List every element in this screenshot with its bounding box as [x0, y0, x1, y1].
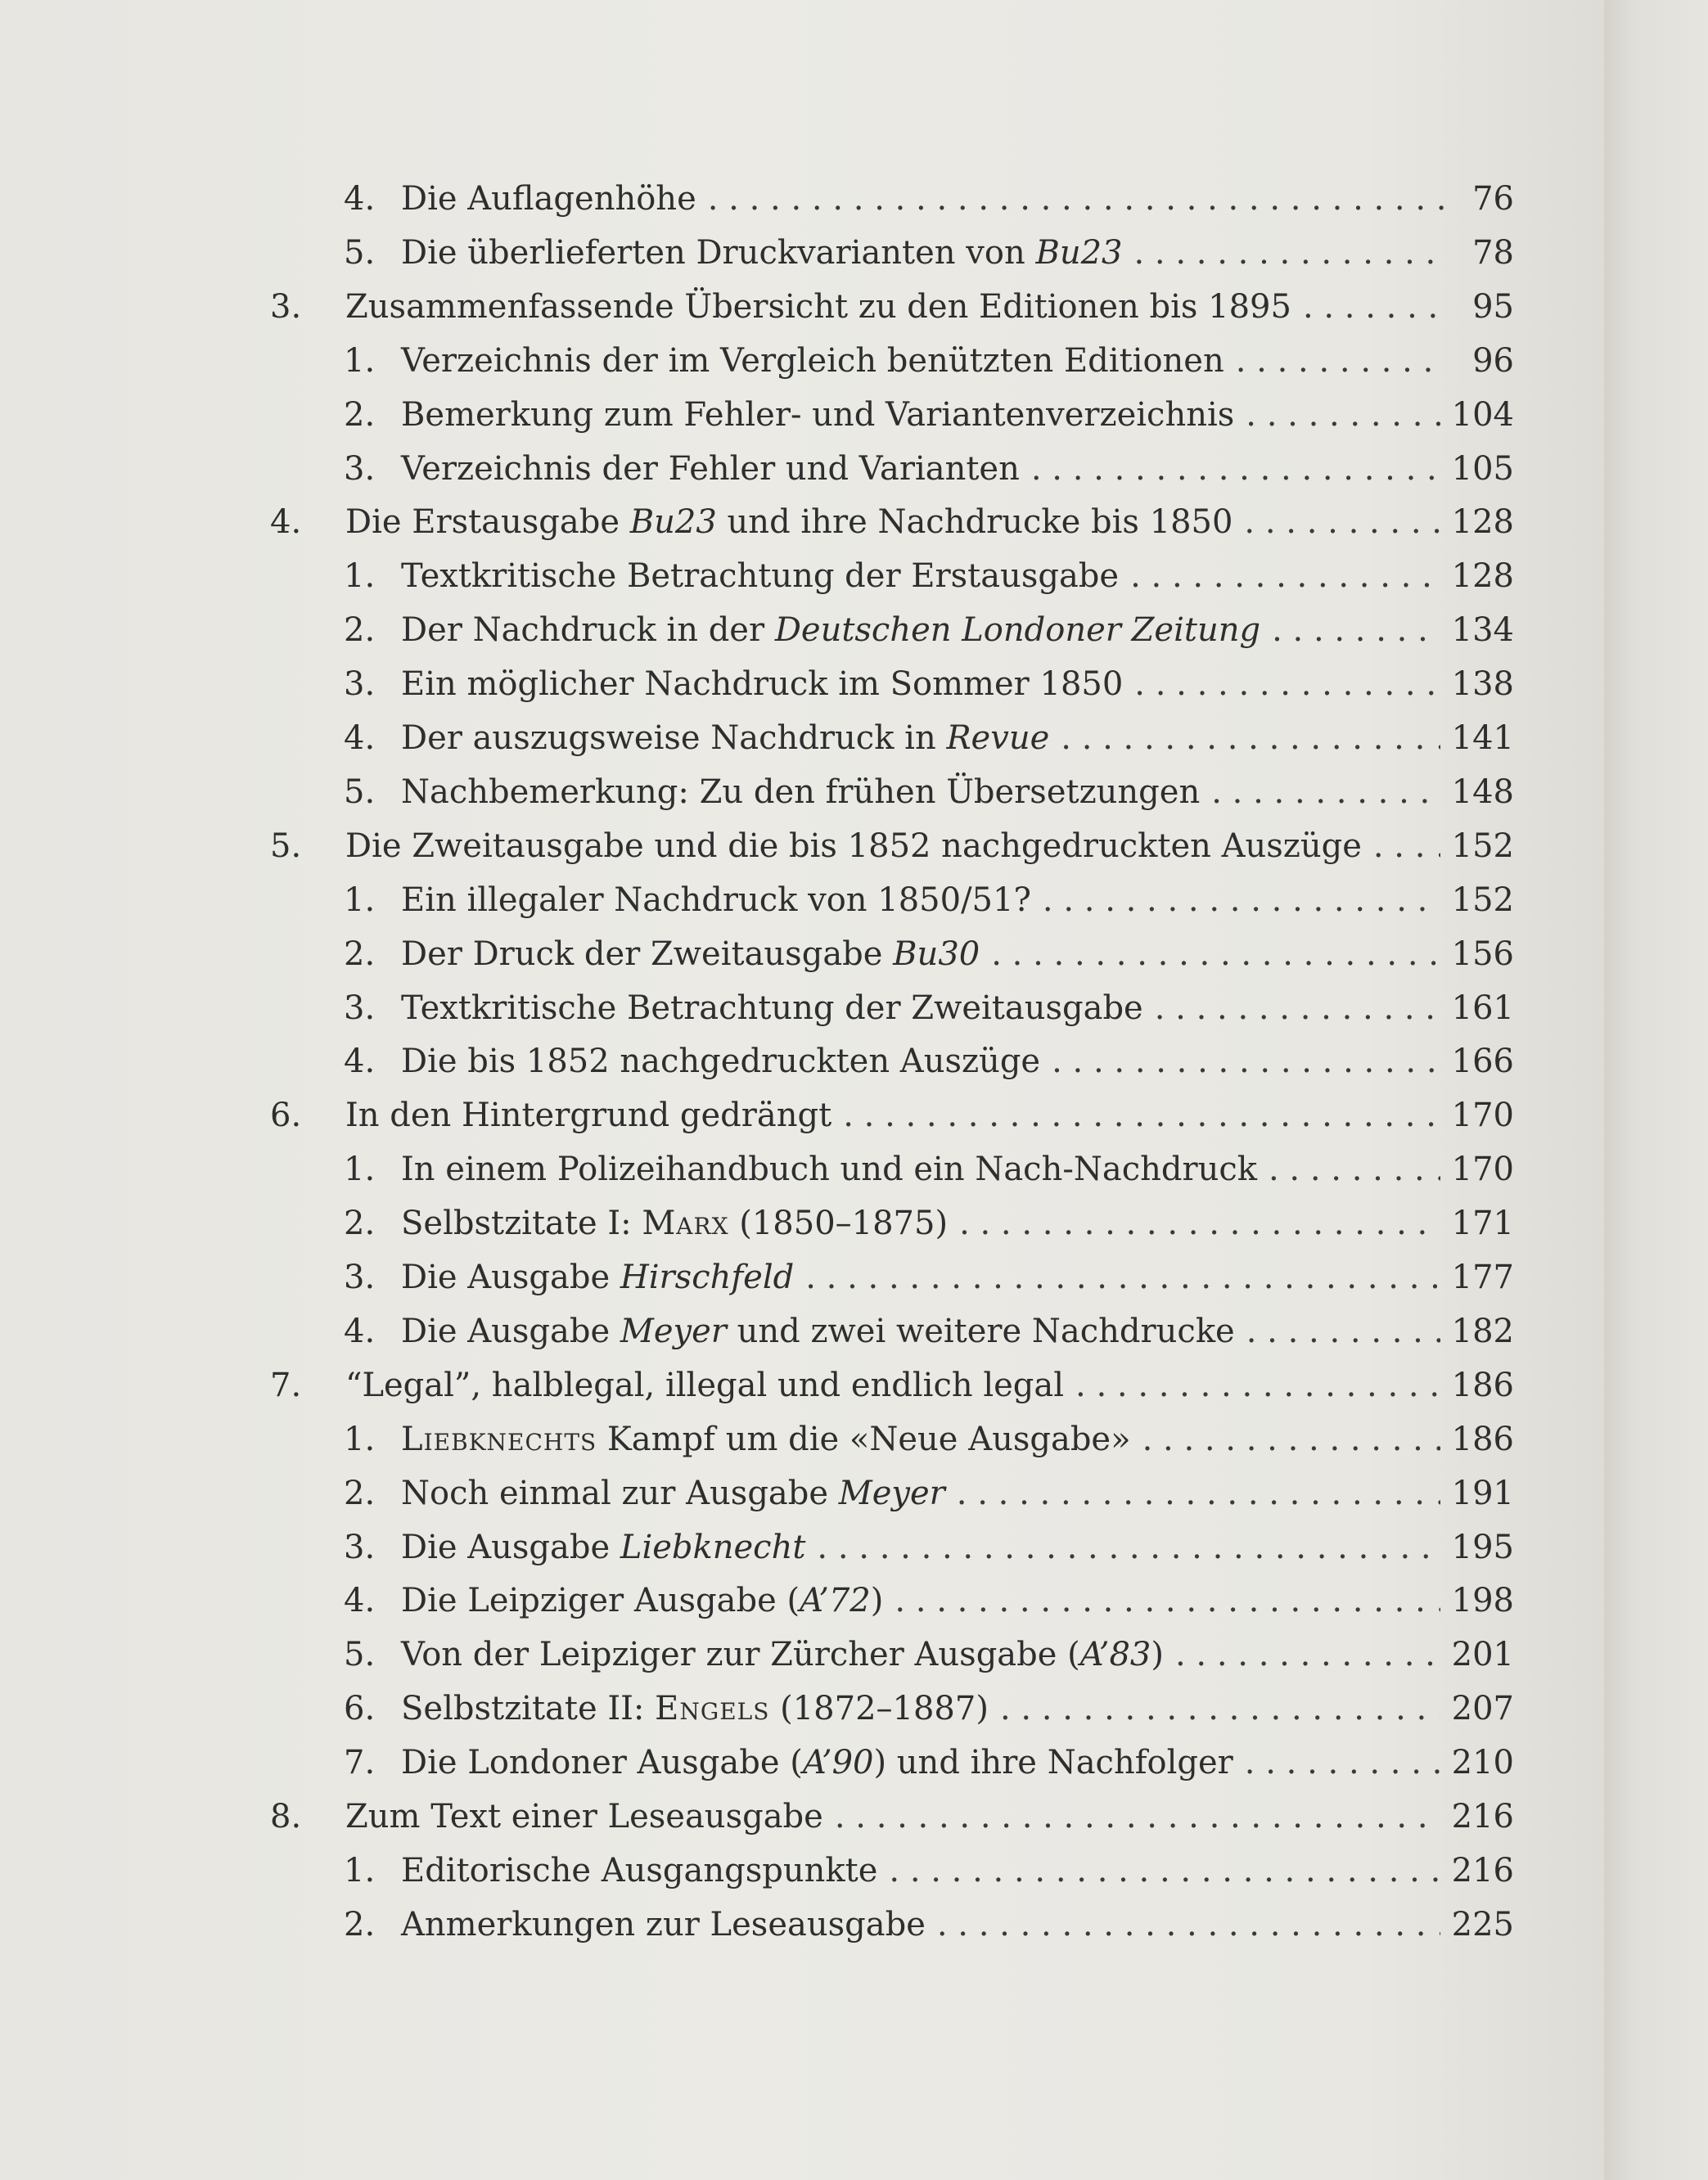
toc-leader-dots	[1373, 822, 1440, 871]
toc-entry-number: 2.	[344, 611, 376, 650]
toc-entry-title: Anmerkungen zur Leseausgabe	[401, 1905, 926, 1944]
toc-page-number: 182	[1451, 1312, 1514, 1350]
toc-page-number: 201	[1451, 1636, 1514, 1674]
toc-leader-dots	[1211, 768, 1440, 817]
toc-entry-title-part: Die Ausgabe	[401, 1528, 620, 1566]
toc-entry-title: Zusammenfassende Übersicht zu den Editionen bis 1895	[345, 287, 1291, 326]
toc-leader-dots	[1031, 444, 1440, 493]
toc-entry-number: 1.	[344, 1151, 376, 1189]
toc-entry-title: Die bis 1852 nachgedruckten Auszüge	[401, 1043, 1041, 1081]
toc-leader-dots	[937, 1900, 1440, 1949]
toc-entry-title-part: Bu23	[1035, 233, 1123, 272]
toc-entry-number: 5.	[270, 827, 302, 865]
toc-page-number: 134	[1451, 611, 1514, 650]
toc-entry-number: 1.	[344, 341, 376, 380]
toc-entry-title	[401, 1630, 1164, 1679]
toc-entry-title-part: Selbstzitate II:	[401, 1690, 656, 1728]
toc-entry-title	[401, 1199, 948, 1248]
toc-entry-number: 7.	[344, 1744, 376, 1782]
toc-entry-title-part: Meyer	[620, 1312, 727, 1350]
toc-page-number: 170	[1451, 1097, 1514, 1135]
toc-entry-title: In einem Polizeihandbuch und ein Nach-Nachdruck	[401, 1151, 1257, 1189]
toc-page-number: 225	[1451, 1905, 1514, 1944]
toc-entry	[344, 1523, 1514, 1572]
toc-entry-title	[401, 228, 1123, 277]
toc-entry	[344, 390, 1514, 439]
toc-entry-title: Editorische Ausgangspunkte	[401, 1851, 878, 1889]
toc-entry-number: 4.	[344, 719, 376, 757]
toc-entry-number: 2.	[344, 1474, 376, 1512]
toc-leader-dots	[1134, 228, 1446, 277]
toc-entry-number: 6.	[344, 1690, 376, 1728]
toc-entry-title-part: Noch einmal zur Ausgabe	[401, 1474, 839, 1512]
toc-page-number: 156	[1451, 935, 1514, 973]
toc-leader-dots	[889, 1846, 1440, 1895]
toc-entry	[344, 930, 1514, 979]
toc-page-number: 104	[1451, 395, 1514, 434]
toc-page-number: 128	[1451, 557, 1514, 596]
toc-entry	[344, 1307, 1514, 1356]
toc-entry-title: Nachbemerkung: Zu den frühen Übersetzungen	[401, 772, 1201, 811]
toc-entry-title: Textkritische Betrachtung der Zweitausgabe	[401, 989, 1143, 1027]
toc-leader-dots	[1130, 552, 1440, 601]
toc-page-number: 186	[1451, 1366, 1514, 1404]
toc-entry-number: 4.	[344, 1043, 376, 1081]
toc-page-number: 148	[1451, 772, 1514, 811]
toc-entry-title-part: Bu30	[893, 935, 980, 973]
toc-page-number: 138	[1451, 665, 1514, 704]
toc-page-number: 141	[1451, 719, 1514, 757]
toc-entry-title-part: Der Druck der Zweitausgabe	[401, 935, 894, 973]
toc-entry-number: 4.	[270, 503, 302, 542]
toc-entry	[344, 174, 1514, 223]
toc-entry	[344, 606, 1514, 655]
toc-page-number: 170	[1451, 1151, 1514, 1189]
toc-entry	[344, 768, 1514, 817]
toc-leader-dots	[957, 1469, 1440, 1518]
toc-page-number: 216	[1451, 1851, 1514, 1889]
toc-entry-title-part: Die Londoner Ausgabe (	[401, 1744, 803, 1782]
toc-entry-title-part: Kampf um die «Neue Ausgabe»	[597, 1420, 1131, 1458]
toc-entry-title: Verzeichnis der Fehler und Varianten	[401, 449, 1020, 488]
toc-leader-dots	[805, 1253, 1440, 1302]
toc-entry	[344, 1037, 1514, 1086]
toc-leader-dots	[1142, 1415, 1440, 1464]
toc-entry	[344, 1469, 1514, 1518]
toc-entry-title	[401, 714, 1049, 763]
toc-leader-dots	[1000, 1684, 1440, 1733]
toc-entry	[344, 1846, 1514, 1895]
toc-leader-dots	[959, 1199, 1440, 1248]
toc-entry-title: Ein möglicher Nachdruck im Sommer 1850	[401, 665, 1124, 704]
toc-page-number: 207	[1451, 1690, 1514, 1728]
toc-entry-title: Verzeichnis der im Vergleich benützten Editionen	[401, 341, 1224, 380]
toc-leader-dots	[1175, 1630, 1440, 1679]
toc-entry	[270, 498, 1514, 547]
toc-leader-dots	[708, 174, 1445, 223]
toc-entry-number: 2.	[344, 935, 376, 973]
toc-entry-number: 4.	[344, 1312, 376, 1350]
toc-page-number: 198	[1451, 1582, 1514, 1620]
toc-entry-title-part: Bu23	[629, 503, 717, 542]
toc-entry	[344, 714, 1514, 763]
toc-page-number: 161	[1451, 989, 1514, 1027]
toc-leader-dots	[1246, 390, 1440, 439]
toc-page-number: 216	[1451, 1798, 1514, 1835]
toc-entry-title-part: A’90	[802, 1744, 874, 1782]
toc-entry-number: 1.	[344, 881, 376, 919]
toc-entry-number: 4.	[344, 1582, 376, 1620]
toc-entry-title-part: Von der Leipziger zur Zürcher Ausgabe (	[401, 1636, 1080, 1674]
toc-entry-title	[401, 1469, 945, 1518]
toc-entry	[344, 552, 1514, 601]
toc-entry-number: 7.	[270, 1366, 302, 1404]
toc-page-number: 210	[1451, 1744, 1514, 1782]
toc-entry-number: 5.	[344, 772, 376, 811]
toc-entry-title: Zum Text einer Leseausgabe	[345, 1798, 823, 1835]
toc-entry-title-part: )	[1151, 1636, 1164, 1674]
toc-entry-title-part: Deutschen Londoner Zeitung	[774, 611, 1261, 650]
toc-page-number: 152	[1451, 881, 1514, 919]
toc-leader-dots	[1061, 714, 1440, 763]
toc-entry-number: 3.	[344, 665, 376, 704]
toc-entry-title-part: A’83	[1079, 1636, 1151, 1674]
page-edge-shadow	[1604, 0, 1708, 2180]
toc-entry-title-part: )	[870, 1582, 884, 1620]
toc-entry	[344, 1738, 1514, 1787]
toc-entry-number: 3.	[344, 1259, 376, 1296]
toc-leader-dots	[1272, 606, 1440, 655]
toc-entry-title-part: Liebknecht	[620, 1528, 806, 1566]
toc-entry-title: Die Zweitausgabe und die bis 1852 nachgedruckten Auszüge	[345, 827, 1362, 865]
toc-entry-title: “Legal”, halblegal, illegal und endlich legal	[345, 1366, 1065, 1404]
toc-entry-number: 8.	[270, 1798, 302, 1835]
toc-page-number: 191	[1451, 1474, 1514, 1512]
toc-entry-title-part: und ihre Nachdrucke bis 1850	[716, 503, 1233, 542]
toc-leader-dots	[1244, 498, 1440, 547]
toc-entry-title-part: Die Erstausgabe	[345, 503, 630, 542]
toc-page-number: 171	[1451, 1205, 1514, 1243]
toc-entry-number: 4.	[344, 180, 376, 218]
toc-entry	[344, 1415, 1514, 1464]
toc-entry	[270, 1361, 1514, 1410]
toc-entry-title-part: Revue	[946, 719, 1050, 757]
toc-leader-dots	[1052, 1037, 1440, 1086]
toc-entry	[344, 984, 1514, 1033]
toc-entry-title-part: Engels	[655, 1690, 770, 1728]
toc-leader-dots	[1043, 876, 1440, 925]
toc-leader-dots	[835, 1792, 1440, 1841]
toc-entry-number: 6.	[270, 1097, 302, 1135]
toc-page-number: 195	[1451, 1528, 1514, 1566]
toc-leader-dots	[1155, 984, 1440, 1033]
toc-entry-title-part: Meyer	[838, 1474, 945, 1512]
toc-entry	[344, 1684, 1514, 1733]
toc-page-number: 96	[1472, 341, 1514, 380]
toc-leader-dots	[817, 1523, 1440, 1572]
toc-entry-title: Bemerkung zum Fehler- und Variantenverzeichnis	[401, 395, 1235, 434]
toc-entry-title: Die Auflagenhöhe	[401, 180, 696, 218]
toc-page-number: 105	[1451, 449, 1514, 488]
toc-entry-number: 2.	[344, 395, 376, 434]
toc-entry	[344, 228, 1514, 277]
toc-page-number: 166	[1451, 1043, 1514, 1081]
toc-entry	[270, 282, 1514, 331]
toc-entry-title-part: Die Leipziger Ausgabe (	[401, 1582, 800, 1620]
toc-entry-title-part: Der Nachdruck in der	[401, 611, 775, 650]
toc-entry-number: 2.	[344, 1905, 376, 1944]
toc-entry-title	[401, 930, 980, 979]
toc-entry-title	[401, 1576, 883, 1625]
toc-entry-number: 5.	[344, 1636, 376, 1674]
toc-page-number: 186	[1451, 1420, 1514, 1458]
toc-leader-dots	[1303, 282, 1445, 331]
toc-entry-title-part: A’72	[800, 1582, 871, 1620]
toc-entry	[344, 1199, 1514, 1248]
toc-entry-number: 1.	[344, 1851, 376, 1889]
toc-entry-number: 1.	[344, 557, 376, 596]
toc-page-number: 177	[1451, 1259, 1514, 1296]
toc-entry-number: 3.	[344, 989, 376, 1027]
toc-page-number: 152	[1451, 827, 1514, 865]
toc-entry-number: 1.	[344, 1420, 376, 1458]
toc-entry-title	[401, 1253, 794, 1302]
toc-entry-number: 5.	[344, 233, 376, 272]
toc-leader-dots	[1134, 660, 1440, 709]
toc-entry-title: In den Hintergrund gedrängt	[345, 1097, 832, 1135]
toc-entry-title	[401, 1738, 1233, 1787]
toc-entry-title	[401, 606, 1260, 655]
toc-leader-dots	[1075, 1361, 1440, 1410]
toc-entry	[270, 1792, 1514, 1841]
toc-entry-title	[401, 1523, 805, 1572]
toc-entry	[344, 1253, 1514, 1302]
toc-entry	[270, 1091, 1514, 1140]
toc-page-number: 95	[1472, 287, 1514, 326]
toc-entry-number: 3.	[344, 449, 376, 488]
toc-entry-number: 3.	[344, 1528, 376, 1566]
toc-entry	[344, 1576, 1514, 1625]
toc-entry-title-part: Hirschfeld	[620, 1259, 795, 1296]
toc-entry	[344, 336, 1514, 385]
toc-leader-dots	[1236, 336, 1445, 385]
toc-entry-number: 2.	[344, 1205, 376, 1243]
toc-page-number: 128	[1451, 503, 1514, 542]
toc-entry-title-part: Die Ausgabe	[401, 1312, 620, 1350]
toc-leader-dots	[1246, 1307, 1440, 1356]
toc-entry-title-part: und zwei weitere Nachdrucke	[726, 1312, 1235, 1350]
toc-entry-title	[401, 1415, 1131, 1464]
toc-entry-title-part: Marx	[642, 1205, 729, 1243]
toc-entry-title-part: Der auszugsweise Nachdruck in	[401, 719, 947, 757]
toc-entry-title-part: Die Ausgabe	[401, 1259, 620, 1296]
toc-entry-title	[401, 1307, 1235, 1356]
toc-leader-dots	[1269, 1145, 1440, 1194]
toc-page-number: 78	[1472, 233, 1514, 272]
toc-page-number: 76	[1472, 180, 1514, 218]
toc-entry-title-part: Selbstzitate I:	[401, 1205, 642, 1243]
toc-leader-dots	[991, 930, 1440, 979]
toc-entry-title-part: (1872–1887)	[769, 1690, 989, 1728]
toc-entry-title-part: Liebknechts	[401, 1420, 597, 1458]
toc-leader-dots	[843, 1091, 1440, 1140]
toc-entry-title	[401, 1684, 989, 1733]
toc-leader-dots	[1245, 1738, 1440, 1787]
toc-entry-title	[345, 498, 1233, 547]
toc-entry-number: 3.	[270, 287, 302, 326]
toc-entry-title: Textkritische Betrachtung der Erstausgabe	[401, 557, 1120, 596]
toc-entry	[344, 876, 1514, 925]
toc-entry-title-part: (1850–1875)	[728, 1205, 949, 1243]
toc-entry-title-part: ) und ihre Nachfolger	[873, 1744, 1233, 1782]
toc-leader-dots	[895, 1576, 1440, 1625]
toc-entry	[344, 660, 1514, 709]
toc-entry	[270, 822, 1514, 871]
toc-entry	[344, 1900, 1514, 1949]
toc-entry	[344, 1145, 1514, 1194]
toc-entry	[344, 444, 1514, 493]
toc-entry-title: Ein illegaler Nachdruck von 1850/51?	[401, 881, 1031, 919]
toc-entry-title-part: Die überlieferten Druckvarianten von	[401, 233, 1036, 272]
toc-entry	[344, 1630, 1514, 1679]
